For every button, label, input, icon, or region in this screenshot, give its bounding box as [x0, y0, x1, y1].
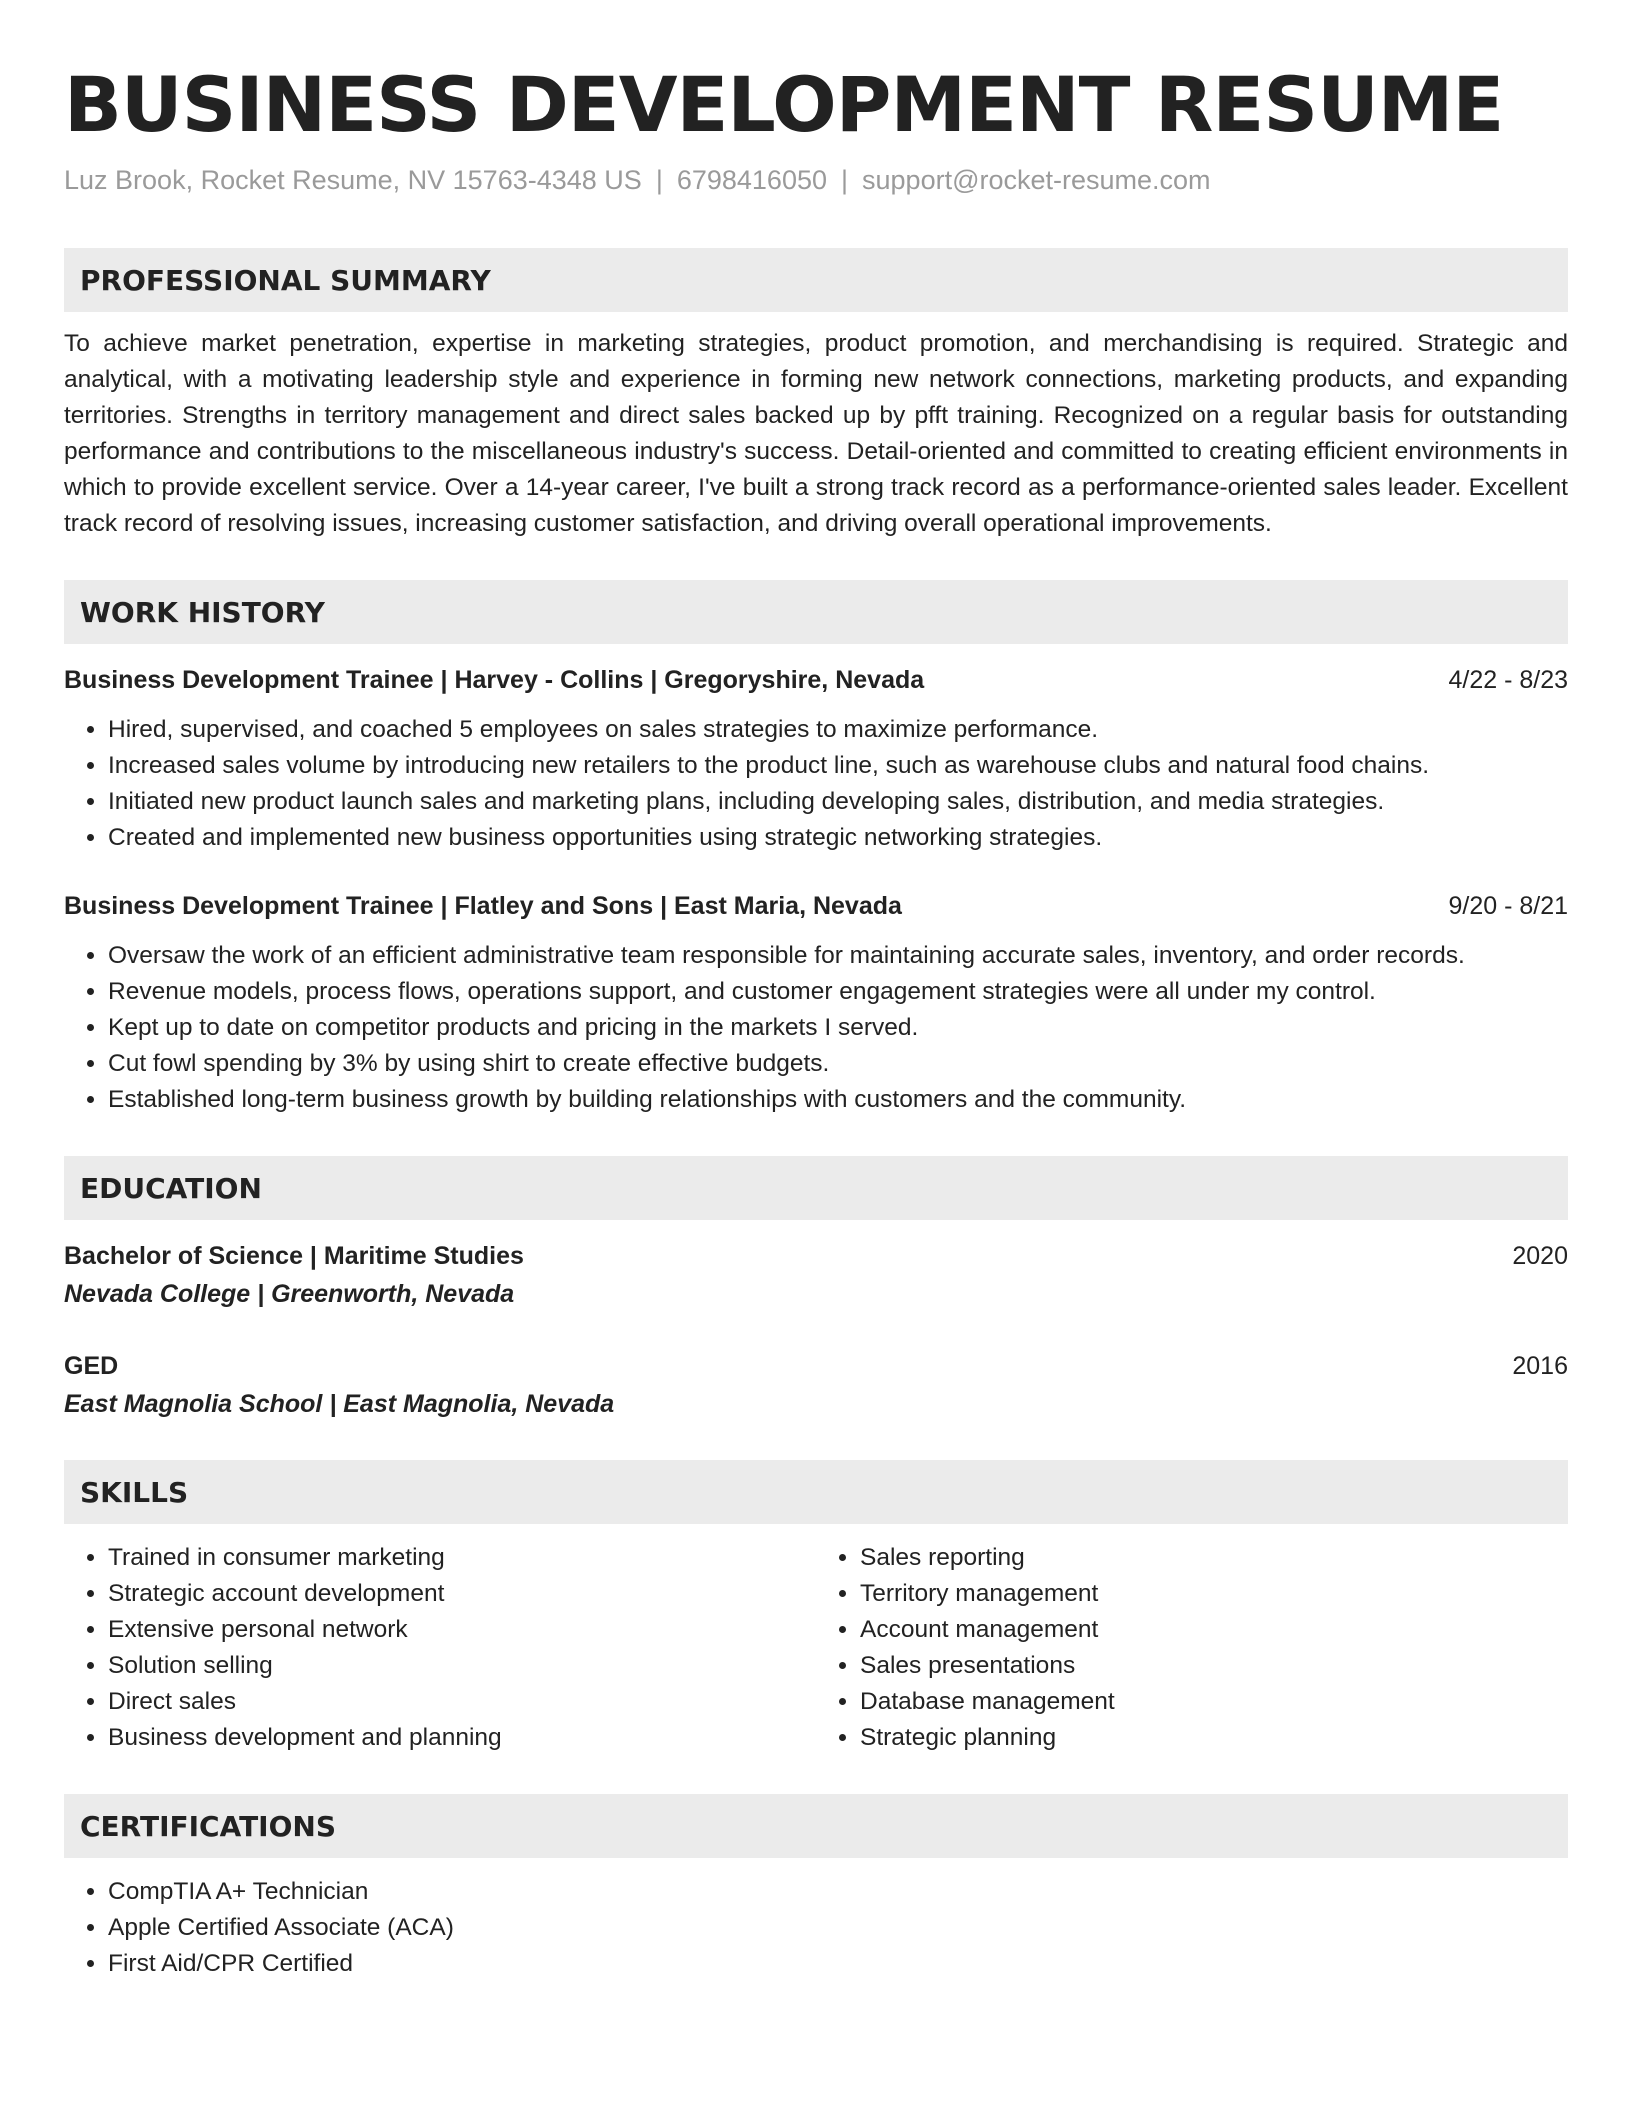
job-bullet: • Initiated new product launch sales and marketing plans, including developing sales, distribution, and media strategies.: [108, 784, 1568, 820]
job-header: [64, 888, 1568, 924]
job-dates: 9/20 - 8/21: [1448, 892, 1568, 920]
job-entry: [64, 662, 1568, 856]
job-bullet: • Created and implemented new business opportunities using strategic networking strategies.: [108, 820, 1568, 856]
section-header-work-history: WORK HISTORY: [64, 580, 1568, 644]
skill-item: • Sales reporting: [860, 1540, 1568, 1576]
education-school: East Magnolia School | East Magnolia, Nevada: [64, 1390, 615, 1418]
job-bullet: • Established long-term business growth by building relationships with customers and the community.: [108, 1082, 1568, 1118]
job-dates: 4/22 - 8/23: [1448, 666, 1568, 694]
contact-separator: |: [841, 165, 849, 195]
skill-item: • Strategic account development: [108, 1576, 816, 1612]
contact-email: support@rocket-resume.com: [862, 165, 1211, 195]
contact-phone: 6798416050: [676, 165, 827, 195]
section-header-skills: SKILLS: [64, 1460, 1568, 1524]
job-title: Business Development Trainee | Harvey - Collins | Gregoryshire, Nevada: [64, 666, 925, 694]
skill-item: • Direct sales: [108, 1684, 816, 1720]
job-bullet: • Oversaw the work of an efficient administrative team responsible for maintaining accurate sales, inventory, and order records.: [108, 938, 1568, 974]
education-degree: Bachelor of Science | Maritime Studies: [64, 1242, 524, 1270]
education-year: 2016: [1512, 1352, 1568, 1380]
skill-item: • Database management: [860, 1684, 1568, 1720]
skill-item: • Business development and planning: [108, 1720, 816, 1756]
education-entry: [64, 1238, 1568, 1312]
job-bullet: • Hired, supervised, and coached 5 employees on sales strategies to maximize performance.: [108, 712, 1568, 748]
job-bullet: • Revenue models, process flows, operations support, and customer engagement strategies were all under my control.: [108, 974, 1568, 1010]
job-bullets: [64, 712, 1568, 856]
summary-text: To achieve market penetration, expertise in marketing strategies, product promotion, and merchandising is required. Strategic and analytical, with a motivating leadership style and experience in forming new network connections, marketing products, and expanding territories. Strengths in territory management and direct sales backed up by pfft training. Recognized on a regular basis for outstanding performance and contributions to the miscellaneous industry's success. Detail-oriented and committed to creating efficient environments in which to provide excellent service. Over a 14-year career, I've built a strong track record as a performance-oriented sales leader. Excellent track record of resolving issues, increasing customer satisfaction, and driving overall operational improvements.: [64, 330, 1568, 537]
job-bullets: [64, 938, 1568, 1118]
skills-list: [64, 1540, 1568, 1756]
education-entry: [64, 1348, 1568, 1422]
certification-item: • First Aid/CPR Certified: [108, 1946, 1568, 1982]
job-bullet: • Kept up to date on competitor products and pricing in the markets I served.: [108, 1010, 1568, 1046]
education-header: [64, 1238, 1568, 1274]
education-year: 2020: [1512, 1242, 1568, 1270]
skill-item: • Trained in consumer marketing: [108, 1540, 816, 1576]
contact-address: Luz Brook, Rocket Resume, NV 15763-4348 US: [64, 165, 642, 195]
skill-item: • Extensive personal network: [108, 1612, 816, 1648]
job-bullet: • Cut fowl spending by 3% by using shirt to create effective budgets.: [108, 1046, 1568, 1082]
certifications-list: [64, 1874, 1568, 1982]
job-header: [64, 662, 1568, 698]
certification-item: • CompTIA A+ Technician: [108, 1874, 1568, 1910]
skill-item: • Territory management: [860, 1576, 1568, 1612]
job-entry: [64, 888, 1568, 1118]
education-degree: GED: [64, 1352, 119, 1380]
certification-item: • Apple Certified Associate (ACA): [108, 1910, 1568, 1946]
skill-item: • Solution selling: [108, 1648, 816, 1684]
contact-separator: |: [655, 165, 663, 195]
education-school: Nevada College | Greenworth, Nevada: [64, 1280, 515, 1308]
contact-line: [64, 162, 1568, 198]
section-header-certifications: CERTIFICATIONS: [64, 1794, 1568, 1858]
job-title: Business Development Trainee | Flatley and Sons | East Maria, Nevada: [64, 892, 902, 920]
job-bullet: • Increased sales volume by introducing new retailers to the product line, such as warehouse clubs and natural food chains.: [108, 748, 1568, 784]
skill-item: • Account management: [860, 1612, 1568, 1648]
skills-column-left: [64, 1540, 816, 1756]
skill-item: • Strategic planning: [860, 1720, 1568, 1756]
skill-item: • Sales presentations: [860, 1648, 1568, 1684]
skills-column-right: [816, 1540, 1568, 1756]
section-header-summary: PROFESSIONAL SUMMARY: [64, 248, 1568, 312]
section-header-education: EDUCATION: [64, 1156, 1568, 1220]
education-header: [64, 1348, 1568, 1384]
resume-title: BUSINESS DEVELOPMENT RESUME: [64, 60, 1504, 149]
